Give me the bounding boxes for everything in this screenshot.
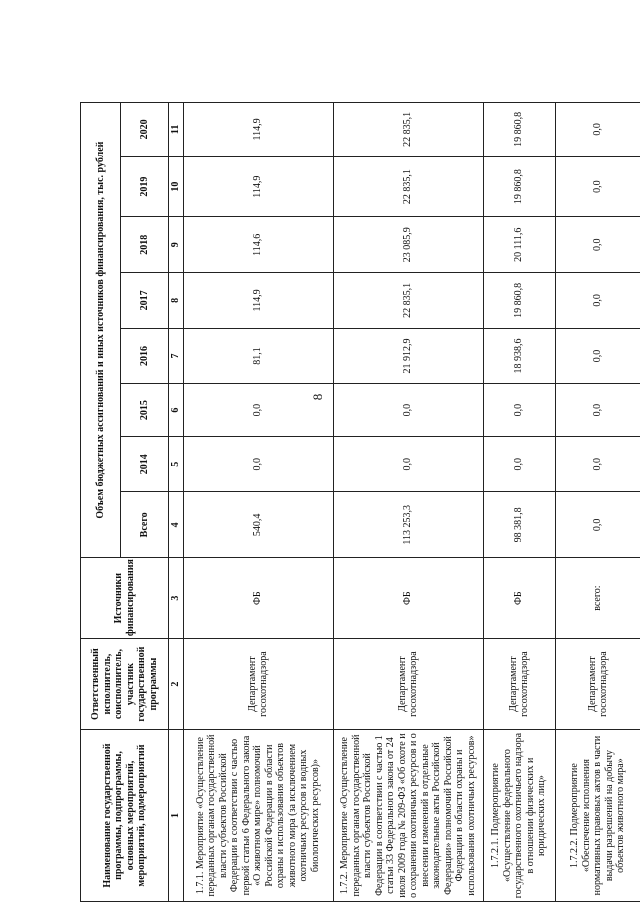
index-cell: 2: [169, 639, 184, 730]
table-row: [483, 103, 555, 902]
row-value: 0,0: [555, 217, 640, 273]
row-value: 0,0: [183, 384, 333, 437]
header-year: 2018: [121, 217, 169, 273]
header-year: 2016: [121, 328, 169, 384]
table-row: [333, 103, 483, 902]
header-name: Наименование государственной программы, подпрограммы, основных мероприятий, мероприятий, подмероприятий: [81, 730, 169, 902]
row-name: 1.7.2.1. Подмероприятие «Осуществление федерального государственного охотничьего надзора в отношении физических и юридических лиц»: [483, 730, 555, 902]
row-value-total: 0,0: [555, 492, 640, 558]
row-value: 19 860,8: [483, 103, 555, 157]
row-value: 114,9: [183, 156, 333, 217]
row-name: 1.7.2.2. Подмероприятие «Обеспечение исполнения нормативных правовых актов в части выдачи разрешений на добычу объектов животного мира»: [555, 730, 640, 902]
index-cell: 1: [169, 730, 184, 902]
row-source: ФБ: [183, 558, 333, 639]
index-cell: 3: [169, 558, 184, 639]
row-value: 0,0: [555, 273, 640, 329]
row-value: 21 912,9: [333, 328, 483, 384]
index-cell: 8: [169, 273, 184, 329]
row-value-total: 540,4: [183, 492, 333, 558]
header-year: 2015: [121, 384, 169, 437]
row-value: 19 860,8: [483, 156, 555, 217]
row-source: ФБ: [483, 558, 555, 639]
row-value: 0,0: [555, 328, 640, 384]
page-number: 8: [310, 393, 325, 401]
row-value: 0,0: [483, 436, 555, 492]
table-row: [555, 103, 640, 902]
row-value: 22 835,1: [333, 156, 483, 217]
index-cell: 10: [169, 156, 184, 217]
row-responsible: Департамент госохотнадзора: [183, 639, 333, 730]
row-value: 114,9: [183, 103, 333, 157]
rotated-table-wrapper: [80, 102, 640, 902]
index-cell: 7: [169, 328, 184, 384]
index-cell: 9: [169, 217, 184, 273]
row-value: 22 835,1: [333, 273, 483, 329]
header-year: 2019: [121, 156, 169, 217]
row-responsible: Департамент госохотнадзора: [333, 639, 483, 730]
index-cell: 6: [169, 384, 184, 437]
row-value: 114,6: [183, 217, 333, 273]
financing-table: [80, 102, 640, 902]
row-value: 0,0: [555, 156, 640, 217]
row-value: 81,1: [183, 328, 333, 384]
header-source: Источники финансирования: [81, 558, 169, 639]
row-source: всего:: [555, 558, 640, 639]
row-name: 1.7.1. Мероприятие «Осуществление переданных органам государственной власти субъектов Российской Федерации в соответствии с частью первой статьи 6 Федерального закона «О животном мире» полномочий Российской Федерации в области охраны и использования объектов животного мира (за исключением охотничьих ресурсов и водных биологических ресурсов)»: [183, 730, 333, 902]
row-value: 0,0: [555, 103, 640, 157]
row-value: 0,0: [555, 384, 640, 437]
header-total: Всего: [121, 492, 169, 558]
table-row: [183, 103, 333, 902]
row-value: 0,0: [333, 436, 483, 492]
row-name: 1.7.2. Мероприятие «Осуществление переданных органам государственной власти субъектов Российской Федерации в соответствии с частью 1 статьи 33 Федерального закона от 24 июля 2009 года № 209-ФЗ «Об охоте и о сохранении охотничьих ресурсов и о внесении изменений в отдельные законодательные акты Российской Федерации» полномочий Российской Федерации в области охраны и использования охотничьих ресурсов»: [333, 730, 483, 902]
row-responsible: Департамент госохотнадзора: [555, 639, 640, 730]
row-value: 114,9: [183, 273, 333, 329]
header-responsible: Ответственный исполнитель, соисполнитель, участник государственной программы: [81, 639, 169, 730]
header-year: 2014: [121, 436, 169, 492]
header-year: 2020: [121, 103, 169, 157]
header-year: 2017: [121, 273, 169, 329]
row-value: 20 111,6: [483, 217, 555, 273]
row-responsible: Департамент госохотнадзора: [483, 639, 555, 730]
row-value: 23 085,9: [333, 217, 483, 273]
row-value-total: 113 253,3: [333, 492, 483, 558]
index-cell: 11: [169, 103, 184, 157]
row-value: 22 835,1: [333, 103, 483, 157]
row-value: 0,0: [483, 384, 555, 437]
row-value: 0,0: [183, 436, 333, 492]
header-volume: Объем бюджетных ассигнований и иных источников финансирования, тыс. рублей: [81, 103, 121, 558]
row-value: 19 860,8: [483, 273, 555, 329]
row-value-total: 98 381,8: [483, 492, 555, 558]
row-value: 18 938,6: [483, 328, 555, 384]
row-value: 0,0: [333, 384, 483, 437]
row-value: 0,0: [555, 436, 640, 492]
index-cell: 5: [169, 436, 184, 492]
row-source: ФБ: [333, 558, 483, 639]
index-cell: 4: [169, 492, 184, 558]
